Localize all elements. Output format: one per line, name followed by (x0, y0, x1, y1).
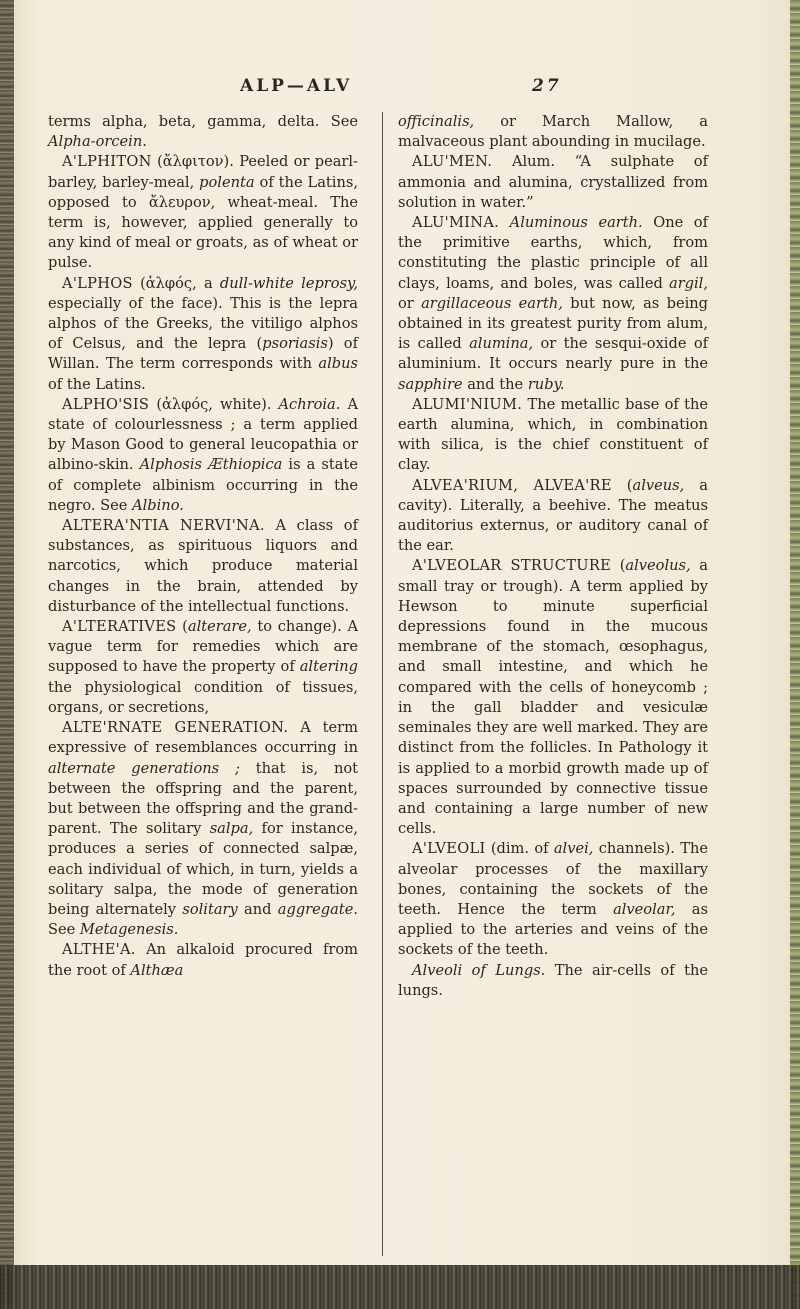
entry-alpha-continuation: terms alpha, beta, gamma, delta. See Alpha-orcein. (48, 113, 358, 151)
entry-althea: ALTHE'A. An alkaloid procured from the root of Althæa (48, 941, 358, 979)
page-binding-right (790, 0, 800, 1309)
entry-alphosis: ALPHO'SIS (ἀλφός, white). Achroia. A state of colourlessness ; a term applied by Mason Good to general leucopathia or albino-skin. Alphosis Æthiopica is a state of complete albinism occurring in the negro. See Albino. (48, 395, 359, 514)
greek-etymology: (ἀλφός, (156, 395, 213, 413)
entry-aluminium: ALUMI'NIUM. The metallic base of the earth alumina, which, in combination with silica, is the chief constituent of clay. (398, 395, 708, 474)
headword: A'LPHITON (62, 153, 152, 171)
page-number: 27 (532, 76, 562, 96)
greek-word: ἄλευρον, (148, 193, 216, 211)
headword: ALU'MINA. (412, 214, 500, 232)
page-binding-left (0, 0, 14, 1309)
left-column (48, 112, 358, 981)
headword: A'LPHOS (62, 274, 133, 292)
page-header (240, 76, 570, 106)
right-column (398, 112, 708, 1001)
page-bottom-edge (0, 1265, 800, 1309)
headword: ALTHE'A. (62, 941, 136, 959)
headword: ALTE'RNATE GENERATION. (62, 719, 289, 737)
headword: A'LVEOLAR STRUCTURE (412, 557, 612, 575)
entry-alterantia: ALTERA'NTIA NERVI'NA. A class of substances, as spirituous liquors and narcotics, which produce material changes in the brain, attended by disturbance of the intellectual functions. (48, 517, 358, 615)
entry-althea-continuation: officinalis, or March Mallow, a malvaceous plant abounding in mucilage. (398, 113, 708, 151)
headword: A'LTERATIVES (62, 618, 177, 636)
entry-alumen: ALU'MEN. Alum. “A sulphate of ammonia and alumina, crystallized from solution in water.” (398, 153, 708, 211)
headword: ALVEA'RIUM, ALVEA'RE (412, 476, 612, 494)
headword: ALTERA'NTIA NERVI'NA. (62, 517, 265, 535)
headword: A'LVEOLI (412, 840, 486, 858)
entry-alumina: ALU'MINA. Aluminous earth. One of the primitive earths, which, from constituting the plastic principle of all clays, loams, and boles, was called argil, or argillaceous earth, but now, as being obtained in its greatest purity from alum, is called alumina, or the sesqui-oxide of aluminium. It occurs nearly pure in the sapphire and the ruby. (398, 214, 709, 393)
headword: ALPHO'SIS (62, 395, 150, 413)
column-divider (382, 112, 383, 1256)
greek-etymology: (ἀλφός, (140, 274, 197, 292)
headword: ALUMI'NIUM. (412, 395, 523, 413)
entry-alphiton: A'LPHITON (ἄλφιτον). Peeled or pearl-barley, barley-meal, polenta of the Latins, opposed to ἄλευρον, wheat-meal. The term is, however, applied generally to any kind of meal or groats, as of wheat or pulse. (48, 153, 358, 272)
entry-alveoli: A'LVEOLI (dim. of alvei, channels). The alveolar processes of the maxillary bones, containing the sockets of the teeth. Hence the term alveolar, as applied to the arteries and veins of the sockets of the teeth. (398, 840, 708, 959)
greek-etymology: (ἄλφιτον). (157, 153, 234, 171)
entry-alteratives: A'LTERATIVES (alterare, to change). A vague term for remedies which are supposed to have the property of altering the physiological condition of tissues, organs, or secretions, (48, 618, 358, 716)
entry-alveolar-structure: A'LVEOLAR STRUCTURE (alveolus, a small tray or trough). A term applied by Hewson to minute superficial depressions found in the mucous membrane of the stomach, œsophagus, and small intestine, and which he compared with the cells of honeycomb ; in the gall bladder and vesiculæ seminales they are well marked. They are distinct from the follicles. In Pathology it is applied to a morbid growth made up of spaces surrounded by connective tissue and containing a large number of new cells. (398, 557, 708, 838)
running-head: ALP—ALV (240, 76, 353, 96)
headword: ALU'MEN. (412, 153, 493, 171)
entry-alternate-generation: ALTE'RNATE GENERATION. A term expressive of resemblances occurring in alternate generations ; that is, not between the offspring and the parent, but between the offspring and the grand-parent. The solitary salpa, for instance, produces a series of connected salpæ, each individual of which, in turn, yields a solitary salpa, the mode of generation being alternately solitary and aggregate. See Metagenesis. (48, 719, 359, 939)
entry-alvearium: ALVEA'RIUM, ALVEA'RE (alveus, a cavity). Literally, a beehive. The meatus auditorius externus, or auditory canal of the ear. (398, 476, 708, 555)
entry-alphos: A'LPHOS (ἀλφός, a dull-white leprosy, especially of the face). This is the lepra alphos of the Greeks, the vitiligo alphos of Celsus, and the lepra (psoriasis) of Willan. The term corresponds with albus of the Latins. (48, 274, 359, 393)
entry-alveoli-of-lungs: Alveoli of Lungs. The air-cells of the lungs. (398, 961, 708, 999)
